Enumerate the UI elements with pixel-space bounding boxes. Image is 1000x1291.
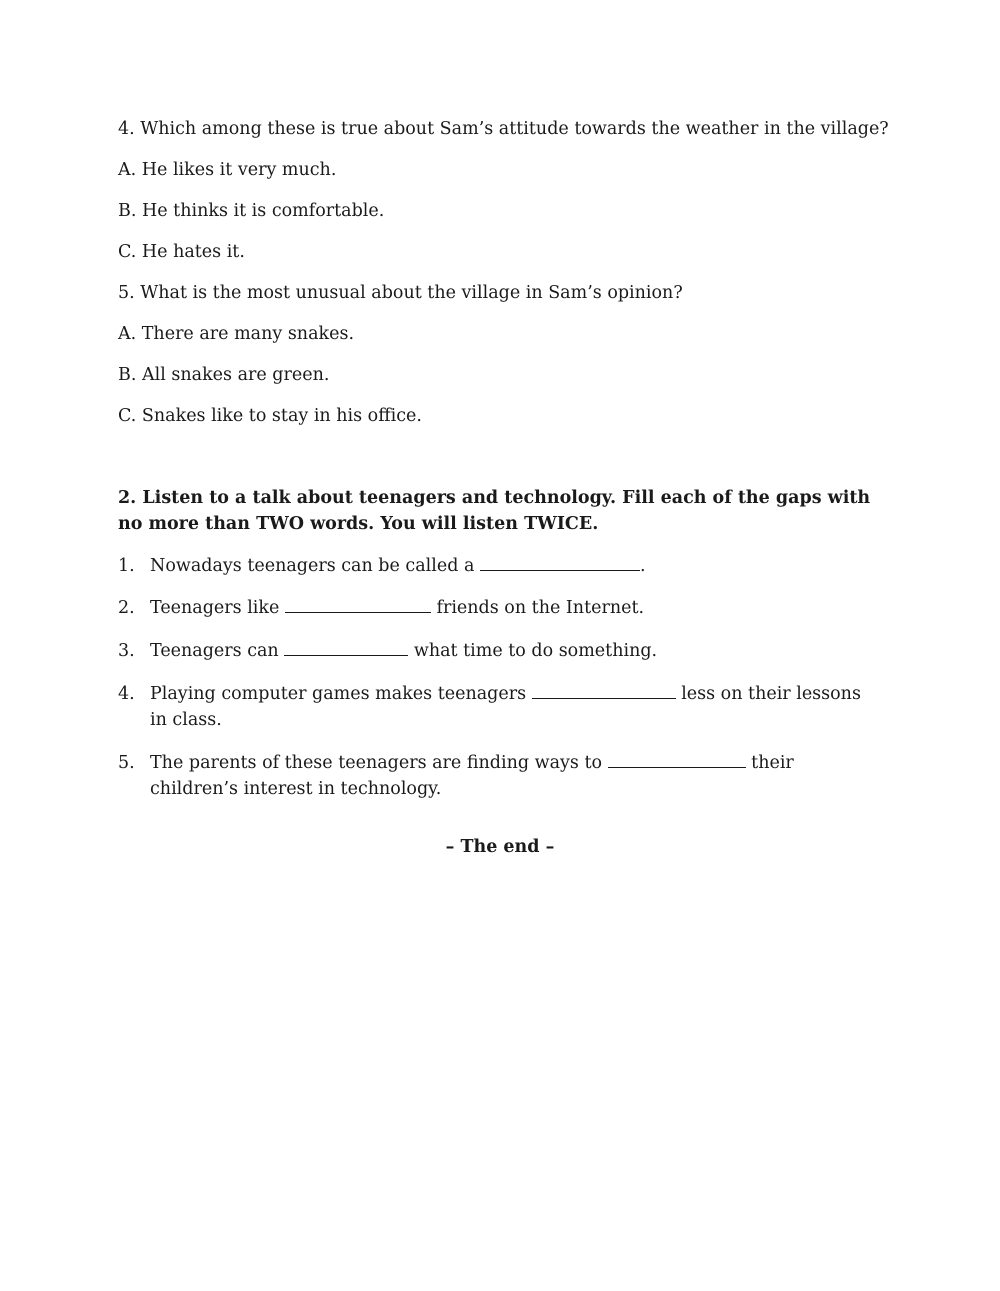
- gap-text-before: The parents of these teenagers are finding ways to: [150, 753, 608, 773]
- gap-text-before: Nowadays teenagers can be called a: [150, 556, 480, 576]
- gap-text-before: Teenagers can: [150, 641, 285, 661]
- gap-item-5: [118, 750, 878, 802]
- answer-blank-3[interactable]: [284, 639, 408, 656]
- answer-blank-2[interactable]: [285, 596, 431, 613]
- gap-text-after: their children’s interest in technology.: [150, 753, 794, 799]
- gap-item-number: 4.: [118, 684, 135, 704]
- gap-item-3: [118, 638, 878, 664]
- gap-text-before: Playing computer games makes teenagers: [150, 684, 532, 704]
- question-4: 4. Which among these is true about Sam’s attitude towards the weather in the village?: [118, 119, 889, 139]
- question-5-option-a: A. There are many snakes.: [118, 324, 355, 344]
- gap-text-after: what time to do something.: [408, 641, 658, 661]
- gap-item-number: 5.: [118, 753, 135, 773]
- gap-item-1: [118, 553, 878, 579]
- gap-text-after: friends on the Internet.: [430, 598, 645, 618]
- gap-item-4: [118, 681, 878, 733]
- gap-text-before: Teenagers like: [150, 598, 285, 618]
- section-2-heading: 2. Listen to a talk about teenagers and technology. Fill each of the gaps with no more than TWO words. You will listen TWICE.: [118, 488, 871, 534]
- question-4-option-a: A. He likes it very much.: [118, 160, 337, 180]
- question-5-option-b: B. All snakes are green.: [118, 365, 330, 385]
- question-4-option-b: B. He thinks it is comfortable.: [118, 201, 385, 221]
- answer-blank-4[interactable]: [532, 682, 676, 699]
- gap-item-number: 2.: [118, 598, 135, 618]
- end-marker: – The end –: [445, 837, 555, 857]
- gap-item-number: 3.: [118, 641, 135, 661]
- gap-text-after: less on their lessons in class.: [150, 684, 861, 730]
- question-4-option-c: C. He hates it.: [118, 242, 245, 262]
- gap-item-number: 1.: [118, 556, 135, 576]
- answer-blank-1[interactable]: [480, 554, 640, 571]
- question-5-option-c: C. Snakes like to stay in his office.: [118, 406, 422, 426]
- answer-blank-5[interactable]: [608, 751, 746, 768]
- gap-text-after: .: [639, 556, 646, 576]
- gap-item-2: [118, 595, 878, 621]
- question-5: 5. What is the most unusual about the village in Sam’s opinion?: [118, 283, 683, 303]
